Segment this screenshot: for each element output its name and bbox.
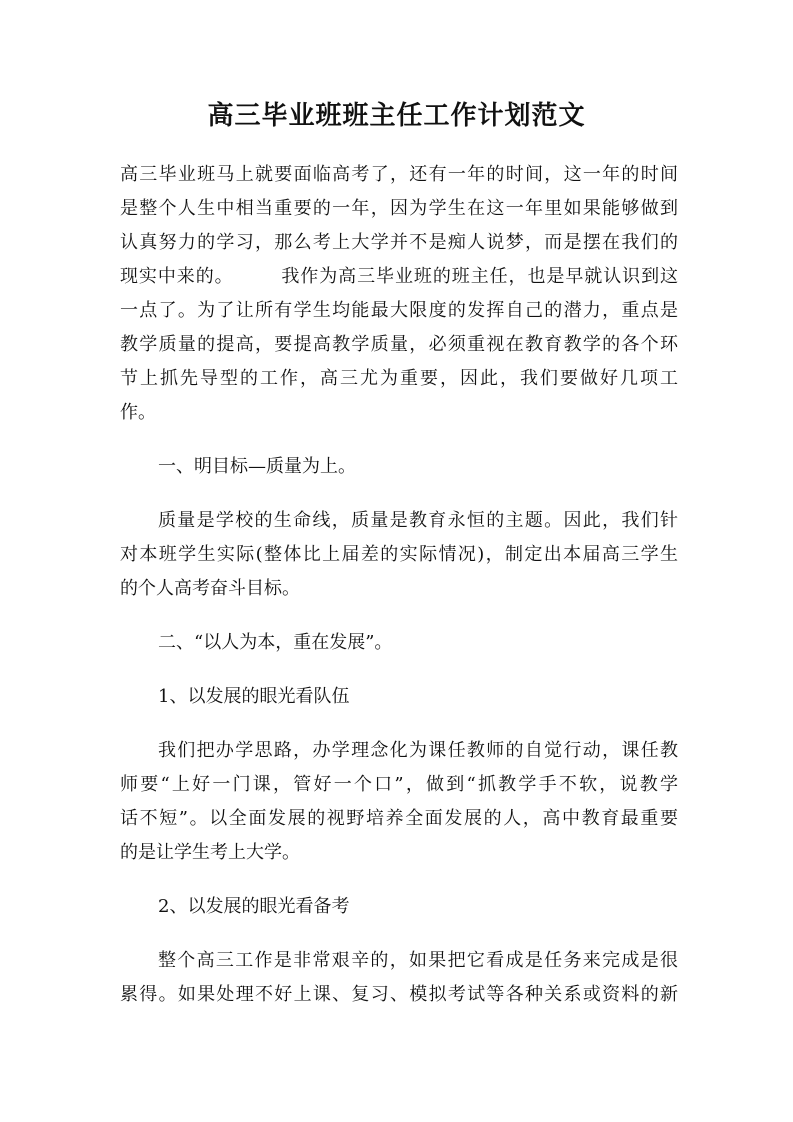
paragraph-line: 现实中来的。 我作为高三毕业班的班主任，也是早就认识到这 [120, 266, 678, 287]
subsection-heading: 2、以发展的眼光看备考 [158, 896, 350, 917]
paragraph-line: 整个高三工作是非常艰辛的，如果把它看成是任务来完成是很 [158, 950, 678, 971]
paragraph-line: 是整个人生中相当重要的一年，因为学生在这一年里如果能够做到 [120, 198, 678, 219]
section-heading: 二、“以人为本，重在发展”。 [158, 632, 393, 653]
paragraph-spacer [120, 924, 678, 944]
section-heading: 一、明目标—质量为上。 [158, 456, 356, 477]
document-body [120, 158, 678, 1012]
paragraph-line: 认真努力的学习，那么考上大学并不是痴人说梦，而是摆在我们的 [120, 232, 678, 253]
paragraph-line: 作。 [120, 402, 156, 423]
paragraph-spacer [120, 870, 678, 890]
paragraph-spacer [120, 430, 678, 450]
paragraph-line: 教学质量的提高，要提高教学质量，必须重视在教育教学的各个环 [120, 334, 678, 355]
document-title: 高三毕业班班主任工作计划范文 [207, 101, 586, 131]
paragraph-line: 累得。如果处理不好上课、复习、模拟考试等各种关系或资料的新 [120, 984, 678, 1005]
paragraph-spacer [120, 660, 678, 680]
paragraph-spacer [120, 484, 678, 504]
paragraph-line: 我们把办学思路，办学理念化为课任教师的自觉行动，课任教 [158, 740, 678, 761]
paragraph-line: 师要“上好一门课，管好一个口”，做到“抓教学手不软，说教学 [120, 774, 678, 795]
subsection-heading: 1、以发展的眼光看队伍 [158, 686, 350, 707]
paragraph-spacer [120, 714, 678, 734]
paragraph-line: 的个人高考奋斗目标。 [120, 578, 300, 599]
paragraph-spacer [120, 606, 678, 626]
paragraph-line: 对本班学生实际(整体比上届差的实际情况)，制定出本届高三学生 [120, 544, 678, 565]
paragraph-line: 高三毕业班马上就要面临高考了，还有一年的时间，这一年的时间 [120, 164, 678, 185]
paragraph-line: 节上抓先导型的工作，高三尤为重要，因此，我们要做好几项工 [120, 368, 678, 389]
paragraph-line: 一点了。为了让所有学生均能最大限度的发挥自己的潜力，重点是 [120, 300, 678, 321]
paragraph-line: 质量是学校的生命线，质量是教育永恒的主题。因此，我们针 [158, 510, 678, 531]
paragraph-line: 话不短”。以全面发展的视野培养全面发展的人，高中教育最重要 [120, 808, 678, 829]
paragraph-line: 的是让学生考上大学。 [120, 842, 300, 863]
